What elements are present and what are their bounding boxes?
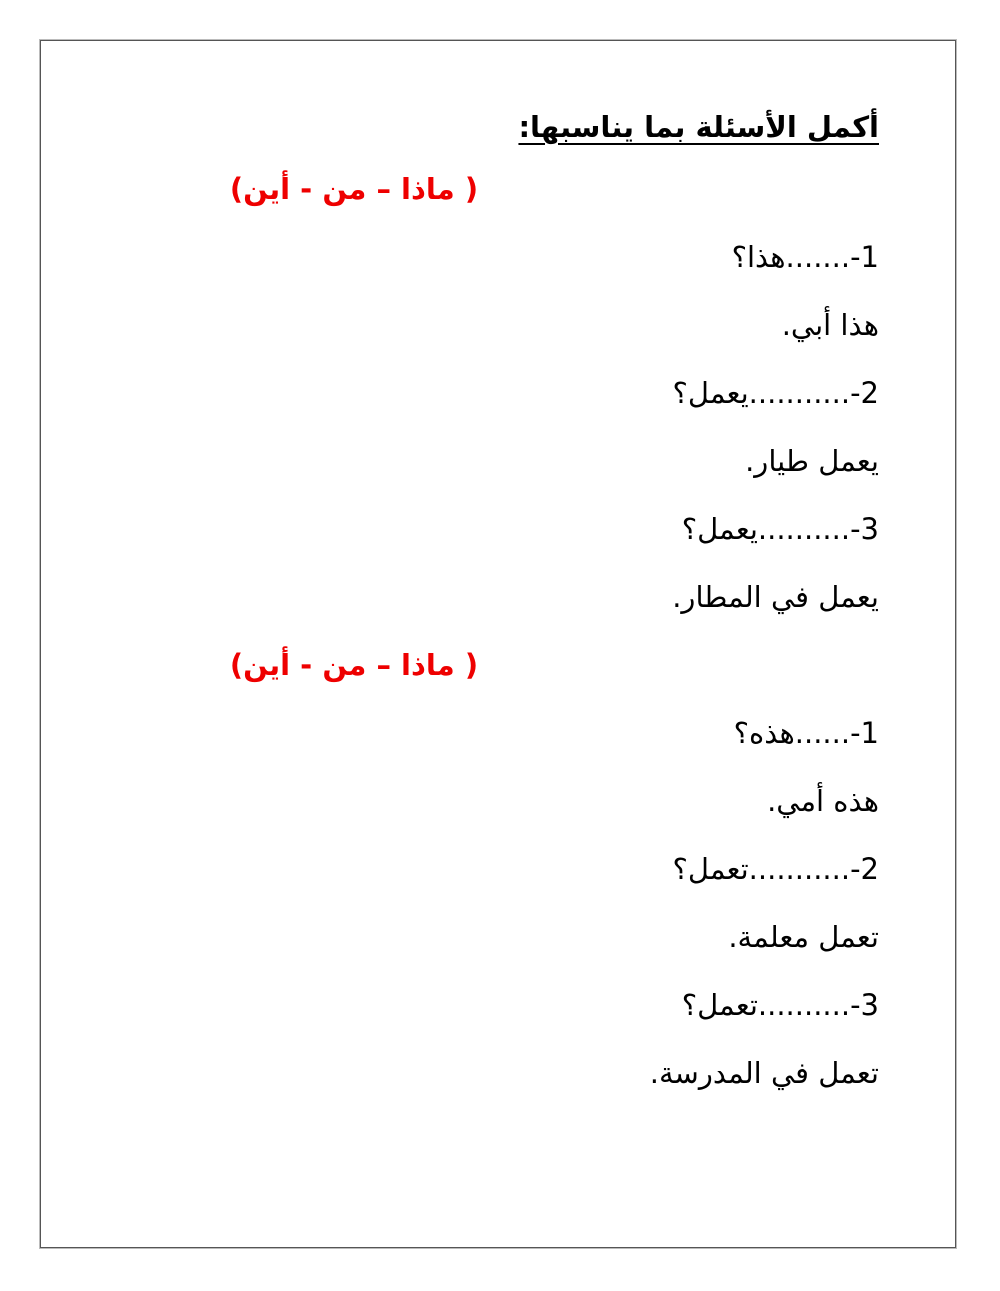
question-text: تعمل؟ [672, 852, 749, 886]
word-bank: ( ماذا – من - أين) [229, 172, 479, 206]
question-number: 2- [850, 852, 879, 886]
question-text: هذا؟ [731, 240, 786, 274]
question-line [159, 240, 879, 274]
answer-blank[interactable]: .......... [757, 988, 851, 1022]
answer-line: هذا أبي. [781, 308, 879, 342]
question-line [159, 512, 879, 546]
question-line [159, 988, 879, 1022]
answer-blank[interactable]: ........... [748, 376, 851, 410]
question-line [159, 716, 879, 750]
word-bank: ( ماذا – من - أين) [229, 648, 479, 682]
question-line [159, 376, 879, 410]
question-number: 1- [850, 716, 879, 750]
worksheet-title: أكمل الأسئلة بما يناسبها: [518, 110, 879, 144]
question-number: 3- [850, 512, 879, 546]
question-text: يعمل؟ [672, 376, 749, 410]
answer-line: تعمل معلمة. [728, 920, 879, 954]
worksheet-content [159, 110, 879, 1124]
question-text: يعمل؟ [681, 512, 758, 546]
question-number: 2- [850, 376, 879, 410]
question-number: 3- [850, 988, 879, 1022]
answer-blank[interactable]: ........... [748, 852, 851, 886]
answer-line: يعمل في المطار. [672, 580, 879, 614]
question-number: 1- [850, 240, 879, 274]
question-text: هذه؟ [733, 716, 795, 750]
question-text: تعمل؟ [681, 988, 758, 1022]
answer-line: يعمل طيار. [745, 444, 879, 478]
question-line [159, 852, 879, 886]
answer-line: هذه أمي. [767, 784, 879, 818]
answer-blank[interactable]: ...... [794, 716, 851, 750]
answer-blank[interactable]: .......... [757, 512, 851, 546]
answer-line: تعمل في المدرسة. [649, 1056, 879, 1090]
answer-blank[interactable]: ....... [785, 240, 851, 274]
